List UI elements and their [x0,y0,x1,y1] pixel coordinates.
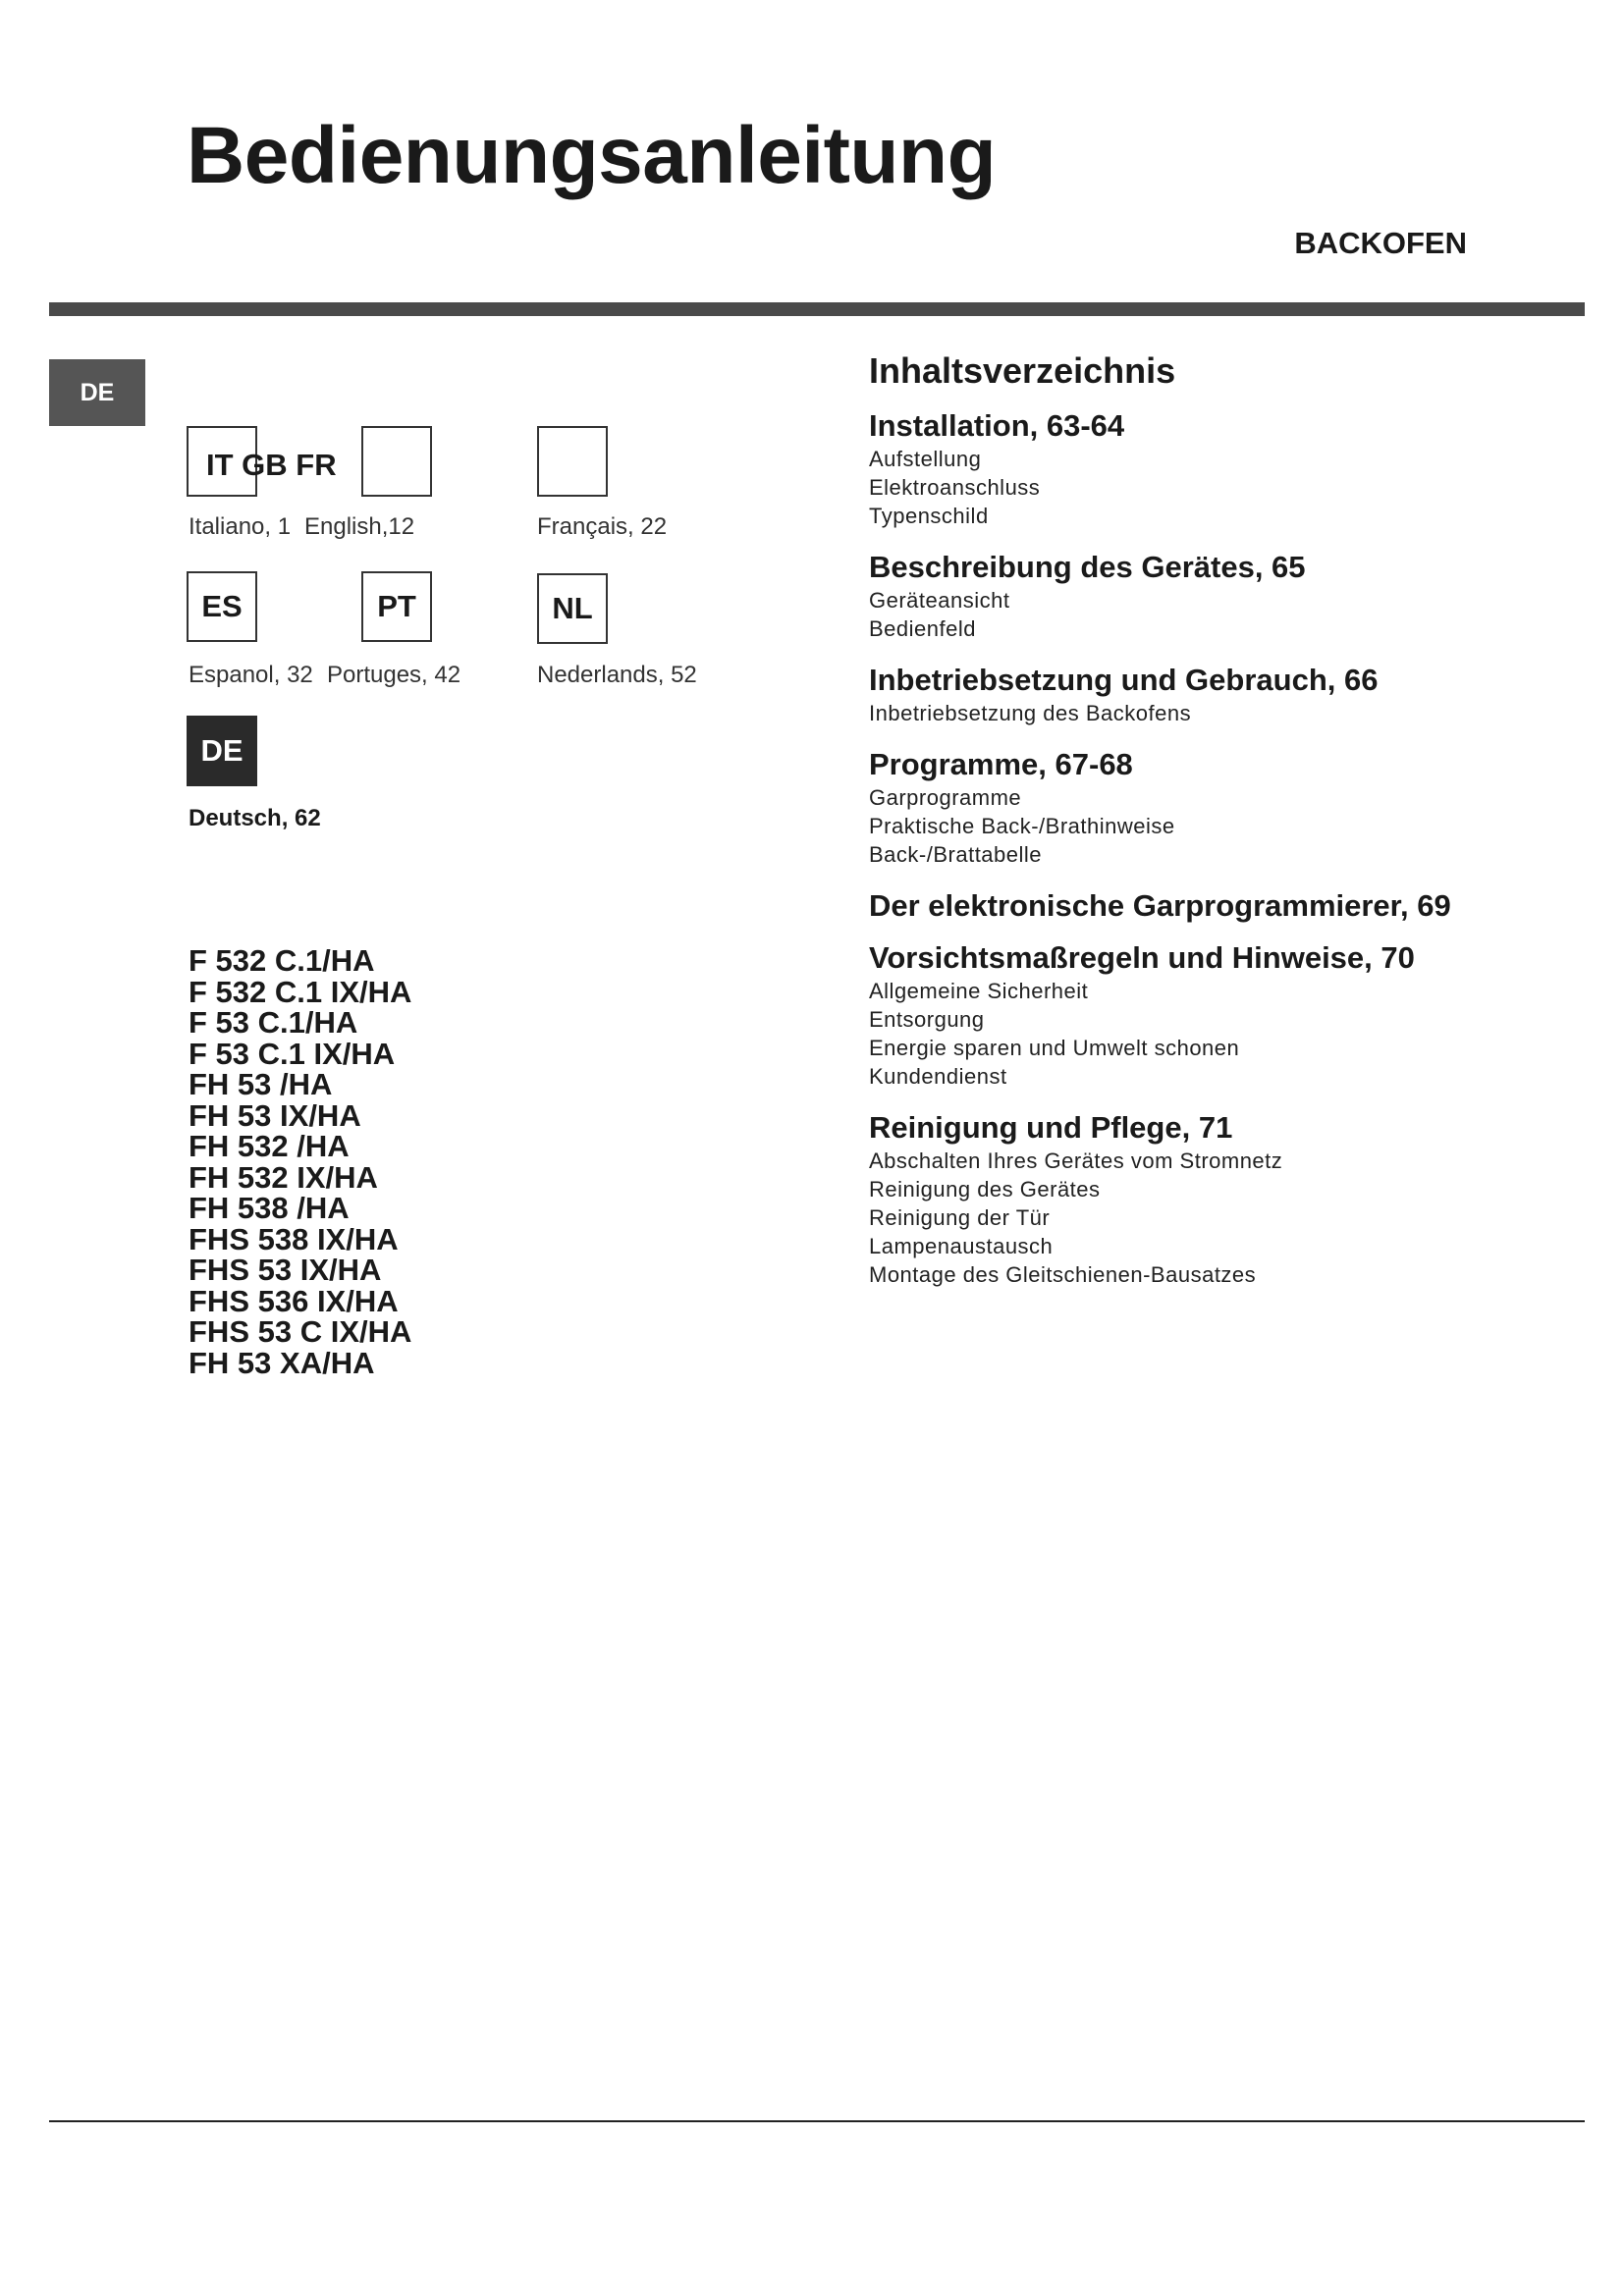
footer-divider [49,2120,1585,2122]
language-label-nederlands: Nederlands, 52 [537,662,697,688]
page-title: Bedienungsanleitung [187,111,997,200]
toc-item: Geräteansicht [869,588,1010,613]
toc-item: Inbetriebsetzung des Backofens [869,701,1192,725]
toc-section-garprogrammierer [869,890,1546,921]
language-label-deutsch: Deutsch, 62 [189,805,321,831]
model-item: F 53 C.1/HA [189,1005,358,1040]
header-divider [49,302,1585,316]
model-item: F 532 C.1/HA [189,943,375,978]
model-item: FHS 53 C IX/HA [189,1314,412,1349]
language-label-portuges: Portuges, 42 [327,662,461,688]
language-box-de: DE [187,716,257,786]
model-item: FH 532 /HA [189,1129,350,1163]
toc-section-programme [869,749,1546,869]
toc-heading: Inbetriebsetzung und Gebrauch, 66 [869,663,1379,697]
model-item: FHS 536 IX/HA [189,1283,399,1318]
language-label-francais: Français, 22 [537,513,668,540]
toc-section-inbetriebsetzung [869,665,1546,727]
toc-item: Allgemeine Sicherheit [869,979,1089,1003]
toc-item: Montage des Gleitschienen-Bausatzes [869,1262,1257,1287]
model-item: F 532 C.1 IX/HA [189,974,412,1009]
toc-heading: Programme, 67-68 [869,747,1133,781]
toc-item: Lampenaustausch [869,1234,1054,1258]
model-item: FH 53 IX/HA [189,1097,361,1133]
toc-item: Abschalten Ihres Gerätes vom Stromnetz [869,1148,1283,1173]
toc-heading: Der elektronische Garprogrammierer, 69 [869,888,1451,923]
model-item: FH 53 XA/HA [189,1345,375,1380]
language-label-italiano: Italiano, 1 [189,513,292,540]
toc-item: Back-/Brattabelle [869,842,1043,867]
language-box-pt: PT [361,571,432,642]
toc-section-beschreibung [869,552,1546,643]
model-item: FH 532 IX/HA [189,1159,378,1195]
toc-item: Elektroanschluss [869,475,1041,500]
language-codes-it-gb-fr: IT GB FR [206,448,337,482]
toc-item: Bedienfeld [869,616,976,641]
toc-item: Garprogramme [869,785,1022,810]
toc-item: Energie sparen und Umwelt schonen [869,1036,1240,1060]
model-item: FH 53 /HA [189,1067,333,1101]
toc-item: Entsorgung [869,1007,985,1032]
product-category: BACKOFEN [1294,226,1467,260]
language-label-english: English,12 [304,513,415,540]
toc-item: Typenschild [869,504,989,528]
model-item: F 53 C.1 IX/HA [189,1036,396,1071]
model-item: FHS 53 IX/HA [189,1253,382,1287]
language-tab: DE [49,359,145,426]
language-label-espanol: Espanol, 32 [189,662,313,688]
toc-section-reinigung [869,1112,1546,1289]
model-item: FHS 538 IX/HA [189,1221,399,1256]
language-box-es: ES [187,571,257,642]
table-of-contents [869,350,1546,1310]
toc-item: Reinigung des Gerätes [869,1177,1101,1201]
toc-heading: Reinigung und Pflege, 71 [869,1110,1233,1145]
toc-item: Kundendienst [869,1064,1007,1089]
toc-item: Aufstellung [869,447,982,471]
language-box-nl: NL [537,573,608,644]
toc-section-vorsichtsmassregeln [869,942,1546,1091]
model-item: FH 538 /HA [189,1191,350,1225]
language-box-fr [537,426,608,497]
model-list [189,945,411,1378]
toc-heading: Vorsichtsmaßregeln und Hinweise, 70 [869,940,1415,975]
toc-heading: Installation, 63-64 [869,408,1125,443]
toc-item: Praktische Back-/Brathinweise [869,814,1175,838]
toc-item: Reinigung der Tür [869,1205,1051,1230]
toc-title: Inhaltsverzeichnis [869,350,1176,391]
toc-heading: Beschreibung des Gerätes, 65 [869,550,1306,584]
toc-section-installation [869,410,1546,530]
language-box-gb [361,426,432,497]
